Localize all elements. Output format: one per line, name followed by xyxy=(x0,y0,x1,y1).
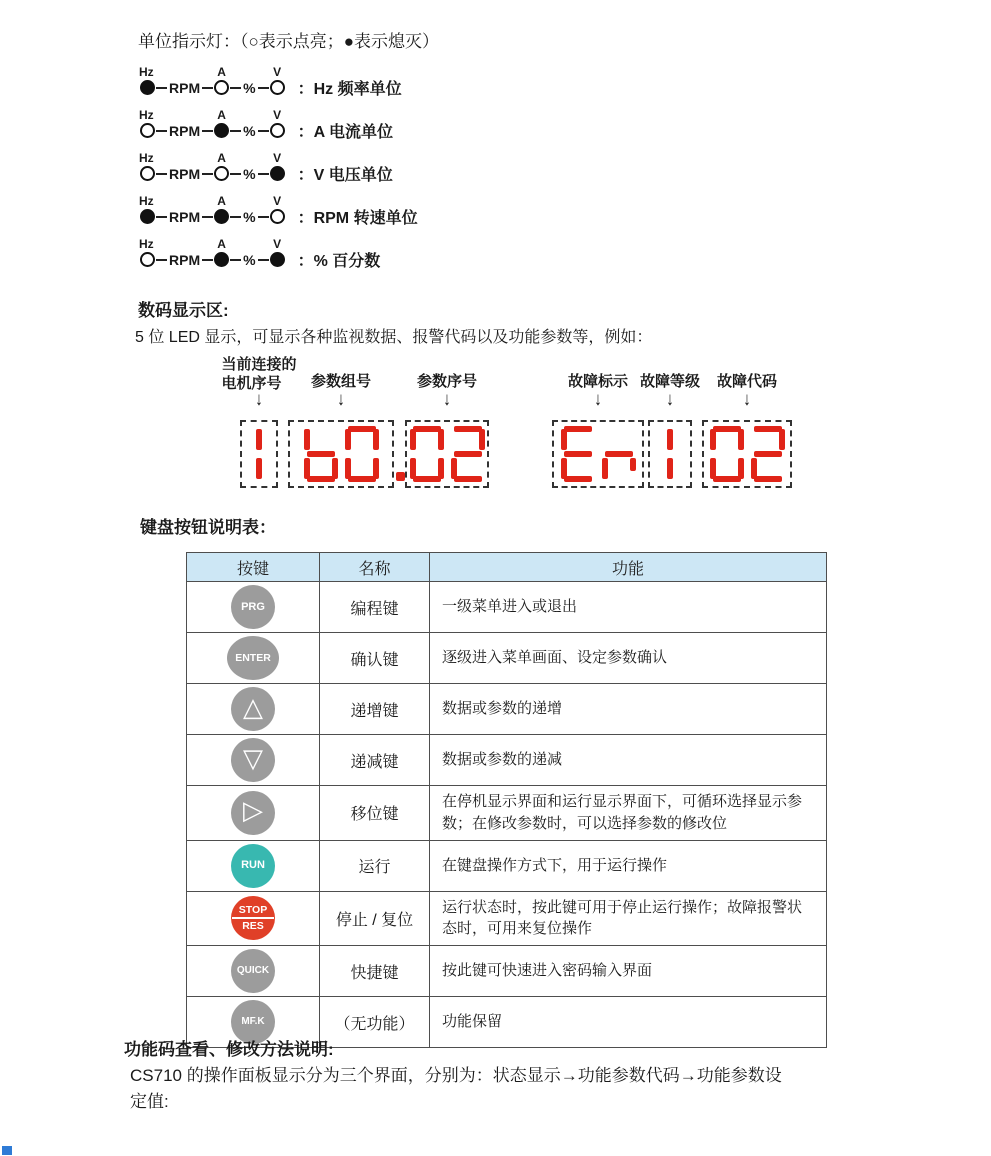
hz-label: Hz xyxy=(139,237,154,251)
v-led-circle xyxy=(270,80,285,95)
footer-title: 功能码查看、修改方法说明: xyxy=(124,1040,334,1059)
table-row xyxy=(187,582,827,633)
down-arrow-icon: ↓ xyxy=(255,388,263,411)
v-led-circle xyxy=(270,123,285,138)
annotation-label: 故障代码 xyxy=(716,373,778,390)
v-label: V xyxy=(273,151,282,165)
down-arrow-icon: ↓ xyxy=(743,388,751,411)
connector-line xyxy=(258,173,269,175)
rpm-label: RPM xyxy=(169,122,201,139)
unit-indicator-diagram xyxy=(140,66,418,281)
v-label: V xyxy=(273,237,282,251)
key-label: RUN xyxy=(241,859,265,871)
unit-indicator-title: 单位指示灯：（○表示点亮；●表示熄灭） xyxy=(138,32,440,51)
key-label: PRG xyxy=(241,600,265,613)
key-function: 一级菜单进入或退出 xyxy=(430,582,827,633)
annotation-label: 参数组号 xyxy=(310,373,372,390)
v-led xyxy=(270,65,285,95)
a-label: A xyxy=(217,237,226,251)
seven-segment-digit xyxy=(451,426,485,482)
a-led-circle xyxy=(214,80,229,95)
led-group-param-index xyxy=(405,356,489,498)
led-group-fault-level xyxy=(639,356,701,498)
connector-line xyxy=(258,216,269,218)
header-key: 按键 xyxy=(187,553,320,582)
seven-segment-digit xyxy=(304,426,338,482)
key-name: 运行 xyxy=(320,840,430,891)
v-label: V xyxy=(273,65,282,79)
annotation-label: 当前连接的 电机序号 xyxy=(221,356,297,392)
down-triangle-icon: ▽ xyxy=(243,743,263,774)
table-row xyxy=(187,891,827,946)
percent-label: % xyxy=(243,251,256,268)
hz-led xyxy=(139,151,155,181)
key-function: 逐级进入菜单画面、设定参数确认 xyxy=(430,633,827,684)
led-group-fault-code xyxy=(702,356,792,498)
key-function: 在键盘操作方式下，用于运行操作 xyxy=(430,840,827,891)
right-triangle-icon: ▷ xyxy=(243,796,263,827)
a-led xyxy=(214,237,229,267)
hz-led-circle xyxy=(140,80,155,95)
header-name: 名称 xyxy=(320,553,430,582)
connector-line xyxy=(258,259,269,261)
seven-segment-box xyxy=(405,420,489,488)
key-label: MF.K xyxy=(241,1016,265,1027)
led-display-figure xyxy=(138,356,878,498)
connector-line xyxy=(202,87,213,89)
hz-led-circle xyxy=(140,123,155,138)
hz-label: Hz xyxy=(139,65,154,79)
indicator-row-percent xyxy=(140,238,418,281)
seven-segment-digit xyxy=(663,426,677,482)
hz-led xyxy=(139,194,155,224)
v-led xyxy=(270,194,285,224)
key-label: ENTER xyxy=(235,651,271,664)
connector-line xyxy=(230,130,241,132)
connector-line xyxy=(202,130,213,132)
indicator-row-caption: ：V 电压单位 xyxy=(297,167,393,184)
key-name: 快捷键 xyxy=(320,946,430,997)
indicator-row-hz xyxy=(140,66,418,109)
hz-label: Hz xyxy=(139,108,154,122)
hz-label: Hz xyxy=(139,151,154,165)
seven-segment-digit xyxy=(602,426,636,482)
a-led xyxy=(214,194,229,224)
a-label: A xyxy=(217,151,226,165)
percent-label: % xyxy=(243,79,256,96)
down-arrow-icon: ↓ xyxy=(666,388,674,411)
connector-line xyxy=(202,173,213,175)
key-function: 数据或参数的递减 xyxy=(430,735,827,786)
rpm-label: RPM xyxy=(169,79,201,96)
up-arrow-key xyxy=(231,687,275,731)
percent-label: % xyxy=(243,208,256,225)
v-led-circle xyxy=(270,252,285,267)
keypad-table-title: 键盘按钮说明表： xyxy=(140,518,276,537)
v-label: V xyxy=(273,108,282,122)
key-name: 停止 / 复位 xyxy=(320,891,430,946)
table-row xyxy=(187,946,827,997)
connector-line xyxy=(230,173,241,175)
indicator-row-v xyxy=(140,152,418,195)
key-name: 递减键 xyxy=(320,735,430,786)
enter-key xyxy=(227,636,279,680)
connector-line xyxy=(230,259,241,261)
indicator-row-caption: ：% 百分数 xyxy=(297,253,381,270)
hz-led xyxy=(139,65,155,95)
indicator-row-caption: ：A 电流单位 xyxy=(297,124,393,141)
key-function: 运行状态时，按此键可用于停止运行操作；故障报警状态时，可用来复位操作 xyxy=(430,891,827,946)
seven-segment-box xyxy=(648,420,692,488)
divider-line xyxy=(232,917,274,919)
down-arrow-icon: ↓ xyxy=(443,388,451,411)
key-label: STOP xyxy=(238,903,268,916)
table-row xyxy=(187,735,827,786)
key-name: 移位键 xyxy=(320,786,430,841)
table-header-row xyxy=(187,553,827,582)
key-function: 功能保留 xyxy=(430,997,827,1048)
seven-segment-digit xyxy=(751,426,785,482)
a-led-circle xyxy=(214,209,229,224)
key-label: QUICK xyxy=(236,965,270,976)
up-triangle-icon: △ xyxy=(243,692,263,723)
seven-segment-box xyxy=(288,420,394,488)
connector-line xyxy=(258,130,269,132)
percent-label: % xyxy=(243,122,256,139)
table-row xyxy=(187,684,827,735)
led-group-fault-mark xyxy=(552,356,644,498)
annotation-label: 故障标示 xyxy=(567,373,629,390)
key-name: 编程键 xyxy=(320,582,430,633)
connector-line xyxy=(156,216,167,218)
a-led-circle xyxy=(214,252,229,267)
a-led-circle xyxy=(214,166,229,181)
connector-line xyxy=(202,259,213,261)
indicator-row-a xyxy=(140,109,418,152)
seven-segment-box xyxy=(240,420,278,488)
key-label: RES xyxy=(242,920,264,933)
corner-mark xyxy=(2,1146,12,1155)
connector-line xyxy=(156,130,167,132)
prg-key xyxy=(231,585,275,629)
table-row xyxy=(187,840,827,891)
connector-line xyxy=(156,87,167,89)
hz-led xyxy=(139,237,155,267)
v-led xyxy=(270,237,285,267)
led-group-motor-number xyxy=(221,356,297,498)
seven-segment-digit xyxy=(345,426,379,482)
connector-line xyxy=(258,87,269,89)
table-row xyxy=(187,633,827,684)
key-function: 按此键可快速进入密码输入界面 xyxy=(430,946,827,997)
stop-res-key xyxy=(231,896,275,940)
seven-segment-digit xyxy=(561,426,595,482)
rpm-label: RPM xyxy=(169,208,201,225)
keypad-table xyxy=(186,552,827,1048)
percent-label: % xyxy=(243,165,256,182)
a-label: A xyxy=(217,65,226,79)
key-name: 递增键 xyxy=(320,684,430,735)
led-section-intro: 5 位 LED 显示，可显示各种监视数据、报警代码以及功能参数等，例如： xyxy=(135,329,653,346)
v-led-circle xyxy=(270,209,285,224)
footer-line1: CS710 的操作面板显示分为三个界面，分别为：状态显示→功能参数代码→功能参数设 xyxy=(130,1066,782,1085)
key-function: 在停机显示界面和运行显示界面下，可循环选择显示参数；在修改参数时，可以选择参数的修改位 xyxy=(430,786,827,841)
shift-key xyxy=(231,791,275,835)
quick-key xyxy=(231,949,275,993)
indicator-row-caption: ：Hz 频率单位 xyxy=(297,81,402,98)
key-name: 确认键 xyxy=(320,633,430,684)
rpm-label: RPM xyxy=(169,165,201,182)
seven-segment-box xyxy=(702,420,792,488)
indicator-row-caption: ：RPM 转速单位 xyxy=(297,210,418,227)
v-led-circle xyxy=(270,166,285,181)
led-group-param-group xyxy=(288,356,394,498)
down-arrow-icon: ↓ xyxy=(337,388,345,411)
annotation-label: 参数序号 xyxy=(416,373,478,390)
v-led xyxy=(270,151,285,181)
hz-led-circle xyxy=(140,252,155,267)
a-led xyxy=(214,65,229,95)
down-arrow-icon: ↓ xyxy=(594,388,602,411)
hz-label: Hz xyxy=(139,194,154,208)
a-led xyxy=(214,151,229,181)
decimal-point xyxy=(396,472,405,481)
a-led xyxy=(214,108,229,138)
annotation-label: 故障等级 xyxy=(639,373,701,390)
connector-line xyxy=(156,259,167,261)
connector-line xyxy=(230,216,241,218)
v-label: V xyxy=(273,194,282,208)
hz-led-circle xyxy=(140,209,155,224)
footer-line2: 定值: xyxy=(130,1092,169,1111)
a-label: A xyxy=(217,108,226,122)
indicator-row-rpm xyxy=(140,195,418,238)
connector-line xyxy=(202,216,213,218)
key-name: （无功能） xyxy=(320,997,430,1048)
run-key xyxy=(231,844,275,888)
header-function: 功能 xyxy=(430,553,827,582)
connector-line xyxy=(156,173,167,175)
seven-segment-digit xyxy=(710,426,744,482)
a-label: A xyxy=(217,194,226,208)
down-arrow-key xyxy=(231,738,275,782)
key-function: 数据或参数的递增 xyxy=(430,684,827,735)
hz-led xyxy=(139,108,155,138)
table-row xyxy=(187,786,827,841)
seven-segment-box xyxy=(552,420,644,488)
led-section-title: 数码显示区: xyxy=(138,301,229,320)
seven-segment-digit xyxy=(252,426,266,482)
connector-line xyxy=(230,87,241,89)
hz-led-circle xyxy=(140,166,155,181)
seven-segment-digit xyxy=(410,426,444,482)
v-led xyxy=(270,108,285,138)
rpm-label: RPM xyxy=(169,251,201,268)
a-led-circle xyxy=(214,123,229,138)
